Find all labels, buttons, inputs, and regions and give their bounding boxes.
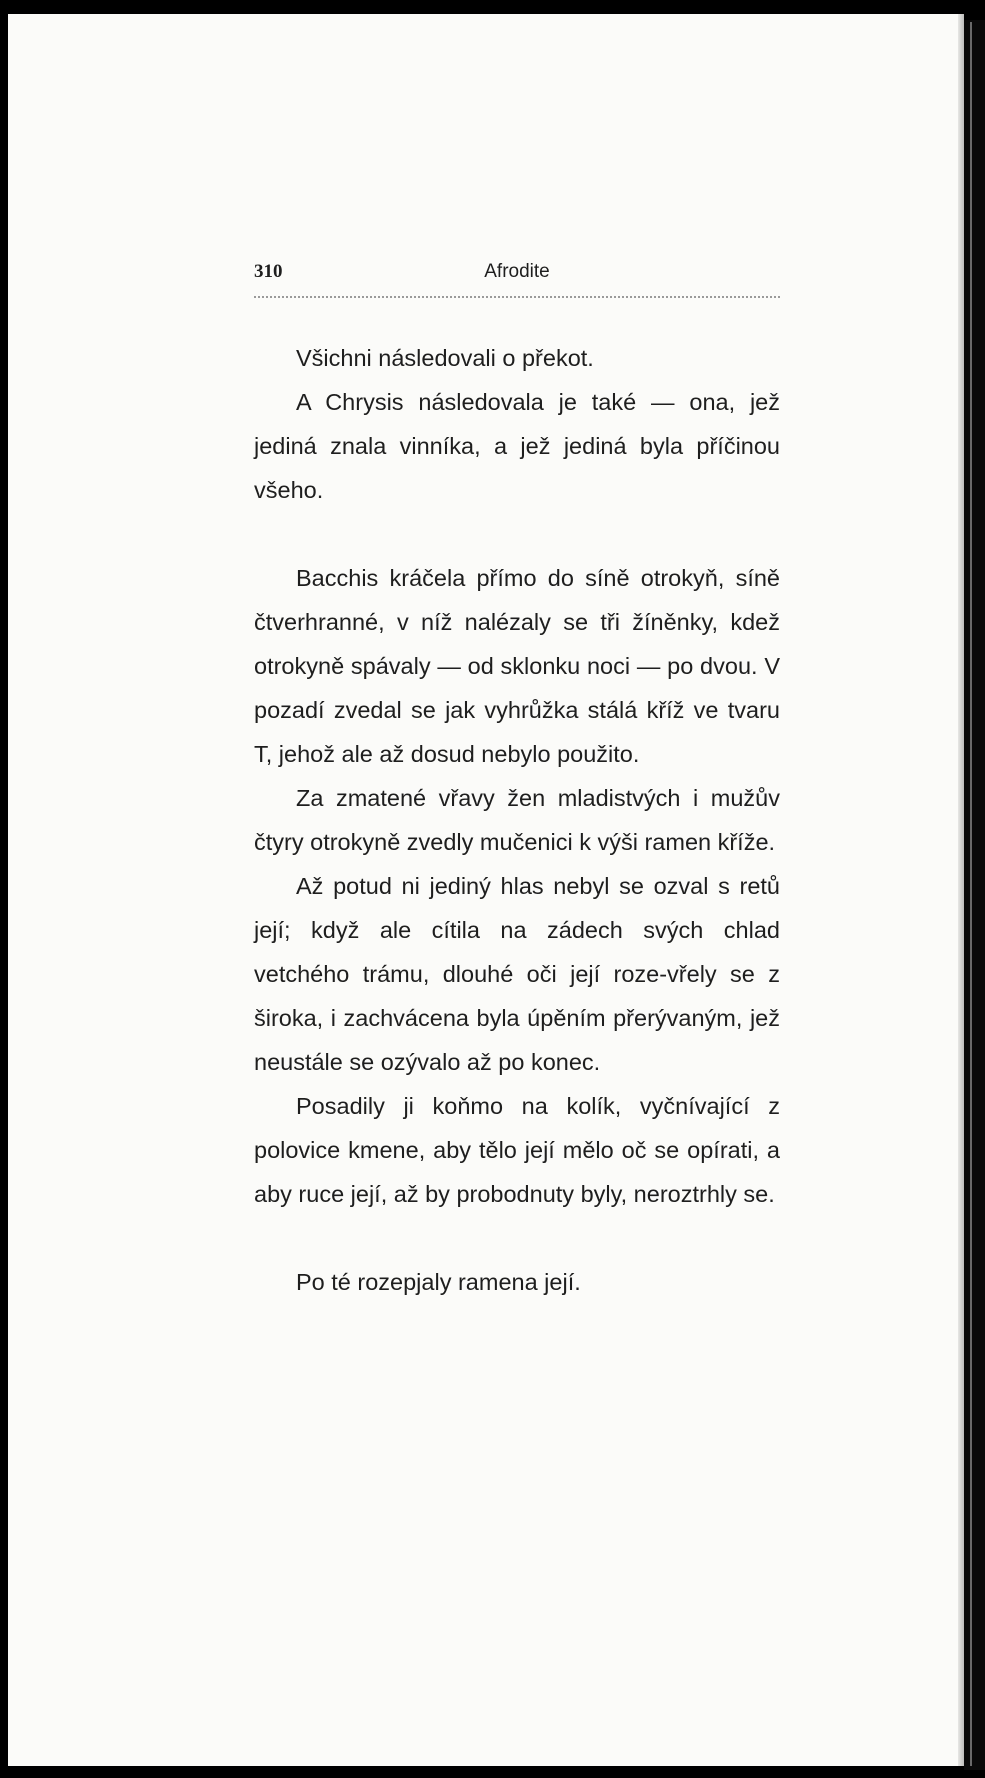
paragraph: Všichni následovali o překot. — [296, 345, 594, 371]
body-text — [254, 336, 780, 1304]
paragraph: Posadily ji koňmo na kolík, vyčnívající z polovice kmene, aby tělo její mělo oč se opírati, a aby ruce její, až by probodnuty byly, neroztrhly se. — [254, 1093, 780, 1207]
running-head — [254, 258, 780, 288]
paragraph: Za zmatené vřavy žen mladistvých i mužův čtyry otrokyně zvedly mučenici k výši ramen kříže. — [254, 785, 780, 855]
paragraph: Bacchis kráčela přímo do síně otrokyň, síně čtverhranné, v níž nalézaly se tři žíněnky, kdež otrokyně spávaly — od sklonku noci — po dvou. V pozadí zvedal se jak vyhrůžka stálá kříž ve tvaru T, jehož ale až dosud nebylo použito. — [254, 565, 780, 767]
page-number: 310 — [254, 261, 283, 282]
binding-line — [970, 22, 972, 1766]
running-title: Afrodite — [484, 261, 550, 282]
header-rule — [254, 296, 780, 298]
binding-strip — [964, 20, 985, 1770]
paragraph: Až potud ni jediný hlas nebyl se ozval s retů její; když ale cítila na zádech svých chlad vetchého trámu, dlouhé oči její roze-vřely se z široka, i zachvácena byla úpěním přerývaným, jež neustále se ozývalo až po konec. — [254, 873, 780, 1075]
paragraph: A Chrysis následovala je také — ona, jež jediná znala vinníka, a jež jediná byla příčinou všeho. — [254, 389, 780, 503]
text-block — [254, 258, 780, 1304]
paragraph: Po té rozepjaly ramena její. — [296, 1269, 581, 1295]
